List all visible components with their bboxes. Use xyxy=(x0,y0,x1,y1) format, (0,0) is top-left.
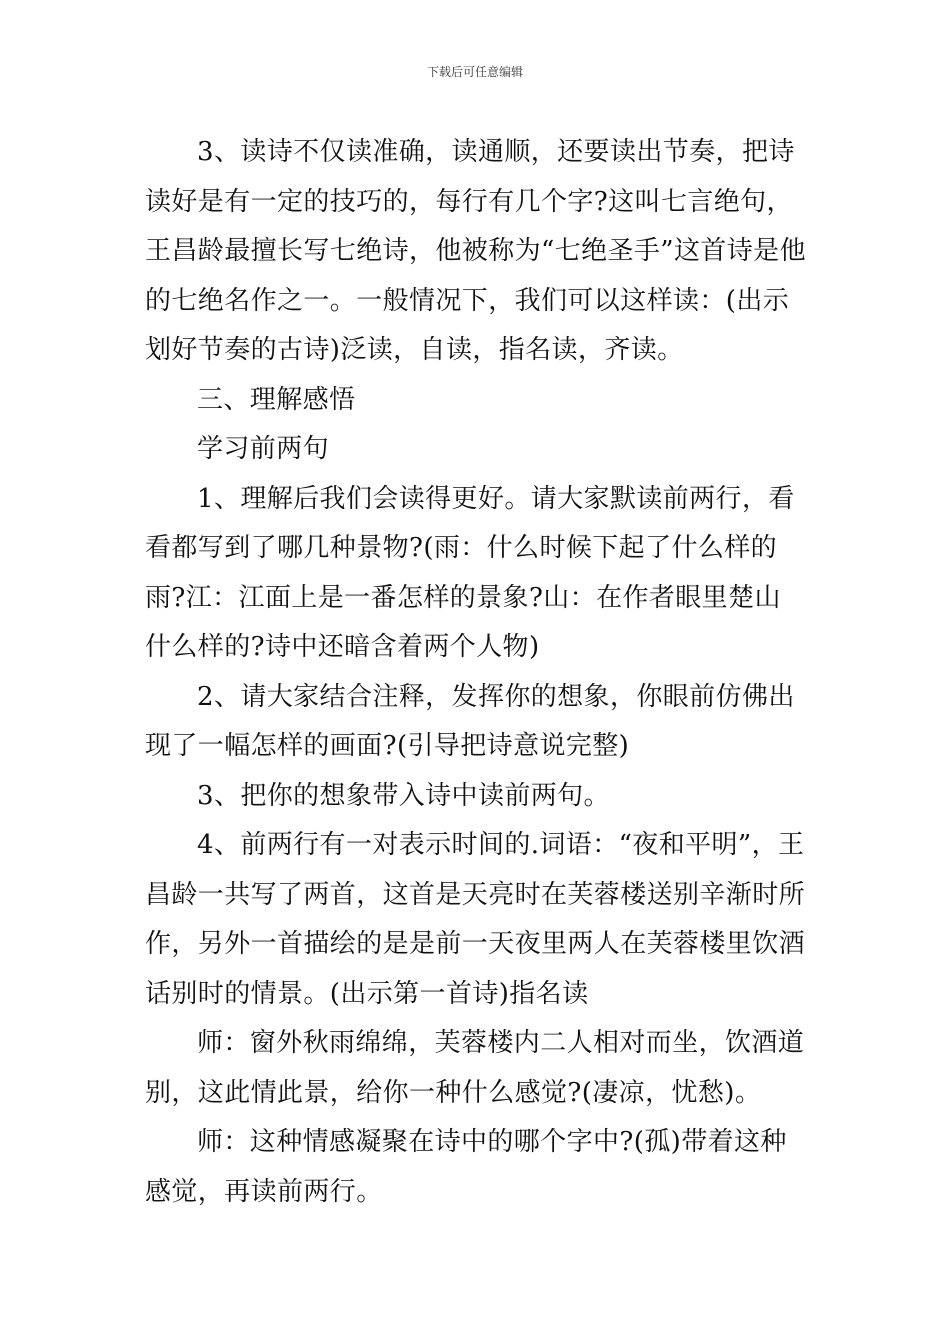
section-heading-understanding: 三、理解感悟 xyxy=(197,384,356,415)
document-body xyxy=(145,128,807,1217)
paragraph-teacher-keyword: 师：这种情感凝聚在诗中的哪个字中?(孤)带着这种感觉，再读前两行。 xyxy=(145,1127,787,1207)
paragraph-imagination: 2、请大家结合注释，发挥你的想象，你眼前仿佛出现了一幅怎样的画面?(引导把诗意说完整) xyxy=(145,681,795,761)
paragraph-read-with-imagination: 3、把你的想象带入诗中读前两句。 xyxy=(197,780,610,811)
subheading-first-two-lines: 学习前两句 xyxy=(197,434,330,464)
page-header: 下载后可任意编辑 xyxy=(426,65,523,79)
paragraph-reading-rhythm: 3、读诗不仅读准确，读通顺，还要读出节奏，把诗读好是有一定的技巧的，每行有几个字?这叫七言绝句，王昌龄最擅长写七绝诗，他被称为“七绝圣手”这首诗是他的七绝名作之一。一般情况下，我们可以这样读：(出示划好节奏的古诗)泛读，自读，指名读，齐读。 xyxy=(145,137,806,365)
paragraph-time-words: 4、前两行有一对表示时间的.词语：“夜和平明”，王昌龄一共写了两首，这首是天亮时在芙蓉楼送别辛渐时所作，另外一首描绘的是是前一天夜里两人在芙蓉楼里饮酒话别时的情景。(出示第一首诗)指名读 xyxy=(145,830,806,1009)
paragraph-teacher-feeling: 师：窗外秋雨绵绵，芙蓉楼内二人相对而坐，饮酒道别，这此情此景，给你一种什么感觉?(凄凉，忧愁)。 xyxy=(145,1028,805,1108)
paragraph-scenery-question: 1、理解后我们会读得更好。请大家默读前两行，看看都写到了哪几种景物?(雨：什么时候下起了什么样的雨?江：江面上是一番怎样的景象?山：在作者眼里楚山什么样的?诗中还暗含着两个人物) xyxy=(145,483,795,662)
